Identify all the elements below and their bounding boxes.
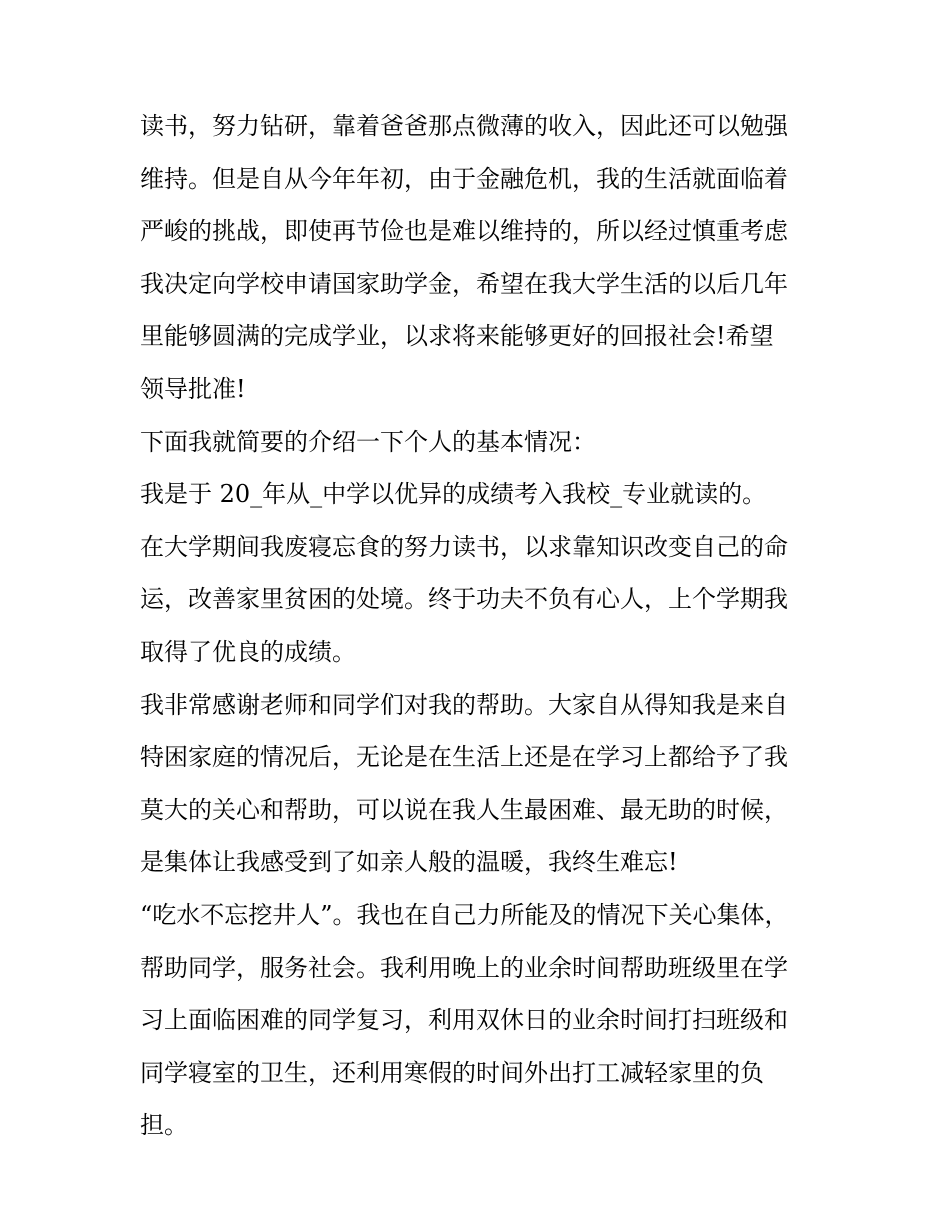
text-line: 运，改善家里贫困的处境。终于功夫不负有心人，上个学期我 [140, 585, 788, 614]
text-line: 习上面临困难的同学复习，利用双休日的业余时间打扫班级和 [140, 1006, 788, 1035]
paragraph-3 [140, 468, 820, 521]
text-line: 是集体让我感受到了如亲人般的温暖，我终生难忘! [140, 848, 678, 877]
text-line: 我非常感谢老师和同学们对我的帮助。大家自从得知我是来自 [140, 690, 788, 719]
text-line: 担。 [140, 1111, 188, 1140]
text-line: 在大学期间我废寝忘食的努力读书，以求靠知识改变自己的命 [140, 532, 788, 561]
text-line: 严峻的挑战，即使再节俭也是难以维持的，所以经过慎重考虑 [140, 217, 788, 246]
text-line: 维持。但是自从今年年初，由于金融危机，我的生活就面临着 [140, 164, 788, 193]
text-line: 取得了优良的成绩。 [140, 637, 356, 666]
text-line: 我是于 20_年从_中学以优异的成绩考入我校_专业就读的。 [140, 480, 767, 509]
text-line: “吃水不忘挖井人”。我也在自己力所能及的情况下关心集体， [140, 900, 789, 929]
paragraph-5 [140, 679, 820, 889]
text-line: 读书，努力钻研，靠着爸爸那点微薄的收入，因此还可以勉强 [140, 112, 788, 140]
paragraph-1 [140, 100, 820, 416]
text-line: 特困家庭的情况后，无论是在生活上还是在学习上都给予了我 [140, 743, 788, 772]
paragraph-2 [140, 416, 820, 469]
text-line: 同学寝室的卫生，还利用寒假的时间外出打工减轻家里的负 [140, 1058, 764, 1087]
paragraph-6 [140, 889, 820, 1152]
document-body [140, 100, 820, 1152]
text-line: 帮助同学，服务社会。我利用晚上的业余时间帮助班级里在学 [140, 953, 788, 982]
text-line: 领导批准! [140, 374, 246, 403]
text-line: 莫大的关心和帮助，可以说在我人生最困难、最无助的时候， [140, 795, 788, 824]
paragraph-4 [140, 521, 820, 679]
text-line: 里能够圆满的完成学业，以求将来能够更好的回报社会!希望 [140, 322, 774, 351]
text-line: 我决定向学校申请国家助学金，希望在我大学生活的以后几年 [140, 269, 788, 298]
text-line: 下面我就简要的介绍一下个人的基本情况： [140, 427, 596, 456]
